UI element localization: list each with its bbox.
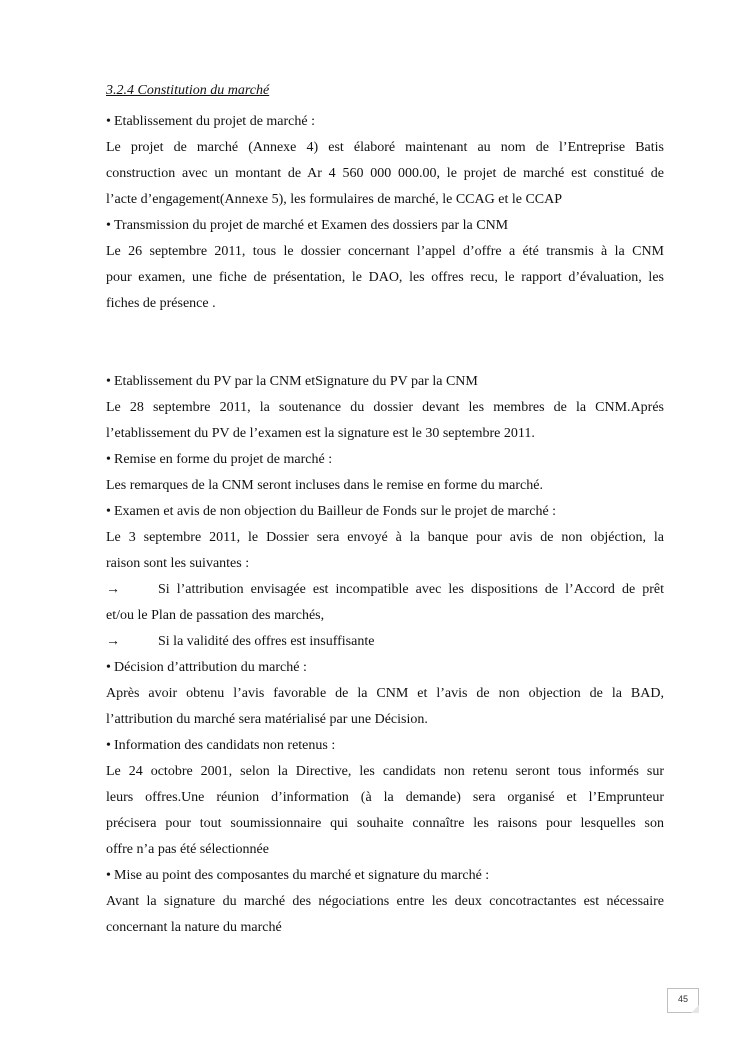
right-arrow-icon: → [106, 582, 120, 597]
page-content [106, 78, 664, 941]
bullet-title-projet-marche: • Etablissement du projet de marché : [106, 109, 664, 135]
bullet-title-examen-avis: • Examen et avis de non objection du Bailleur de Fonds sur le projet de marché : [106, 499, 664, 525]
bullet-icon: • [106, 738, 111, 753]
blank-space [106, 317, 664, 369]
bullet-icon: • [106, 868, 111, 883]
bullet-icon: • [106, 660, 111, 675]
paragraph-line: pour examen, une fiche de présentation, le DAO, les offres recu, le rapport d’évaluation, les [106, 270, 664, 285]
bullet-title-transmission: • Transmission du projet de marché et Examen des dossiers par la CNM [106, 213, 664, 239]
paragraph-line: l’attribution du marché sera matérialisé par une Décision. [106, 712, 428, 727]
paragraph-line: précisera pour tout soumissionnaire qui souhaite connaître les raisons pour lesquelles son [106, 816, 664, 831]
paragraph-line: l’acte d’engagement(Annexe 5), les formulaires de marché, le CCAG et le CCAP [106, 192, 563, 207]
bullet-title-etablissement-pv: • Etablissement du PV par la CNM etSignature du PV par la CNM [106, 369, 664, 395]
bullet-icon: • [106, 374, 111, 389]
bullet-icon: • [106, 218, 111, 233]
arrow-item-2: → Si la validité des offres est insuffisante [106, 629, 664, 655]
paragraph-line: Les remarques de la CNM seront incluses dans le remise en forme du marché. [106, 478, 543, 493]
paragraph-line: offre n’a pas été sélectionnée [106, 842, 269, 857]
page-number: 45 [667, 988, 699, 1013]
section-heading: 3.2.4 Constitution du marché [106, 83, 270, 98]
paragraph-line: l’etablissement du PV de l’examen est la signature est le 30 septembre 2011. [106, 426, 535, 441]
paragraph-line: Le projet de marché (Annexe 4) est élaboré maintenant au nom de l’Entreprise Batis [106, 140, 664, 155]
paragraph-line: Après avoir obtenu l’avis favorable de la CNM et l’avis de non objection de la BAD, [106, 686, 664, 701]
paragraph-line: raison sont les suivantes : [106, 556, 250, 571]
paragraph-line: Le 26 septembre 2011, tous le dossier concernant l’appel d’offre a été transmis à la CNM [106, 244, 664, 259]
bullet-icon: • [106, 452, 111, 467]
paragraph-line: Avant la signature du marché des négociations entre les deux concotractantes est nécessaire [106, 894, 664, 909]
bullet-title-remise-en-forme: • Remise en forme du projet de marché : [106, 447, 664, 473]
bullet-title-mise-au-point: • Mise au point des composantes du marché et signature du marché : [106, 863, 664, 889]
paragraph-line: concernant la nature du marché [106, 920, 282, 935]
paragraph-line: construction avec un montant de Ar 4 560 000 000.00, le projet de marché est constitué de [106, 166, 664, 181]
paragraph-line: leurs offres.Une réunion d’information (à la demande) sera organisé et l’Emprunteur [106, 790, 664, 805]
bullet-title-information: • Information des candidats non retenus : [106, 733, 664, 759]
arrow-item-1: → Si l’attribution envisagée est incompatible avec les dispositions de l’Accord de prêt [106, 577, 664, 603]
bullet-icon: • [106, 504, 111, 519]
paragraph-line: Le 3 septembre 2011, le Dossier sera envoyé à la banque pour avis de non objéction, la [106, 530, 664, 545]
paragraph-line: et/ou le Plan de passation des marchés, [106, 608, 325, 623]
bullet-title-decision: • Décision d’attribution du marché : [106, 655, 664, 681]
paragraph-line: fiches de présence . [106, 296, 216, 311]
paragraph-line: Le 24 octobre 2001, selon la Directive, les candidats non retenu seront tous informés sur [106, 764, 664, 779]
right-arrow-icon: → [106, 634, 120, 649]
paragraph-line: Le 28 septembre 2011, la soutenance du dossier devant les membres de la CNM.Aprés [106, 400, 664, 415]
bullet-icon: • [106, 114, 111, 129]
